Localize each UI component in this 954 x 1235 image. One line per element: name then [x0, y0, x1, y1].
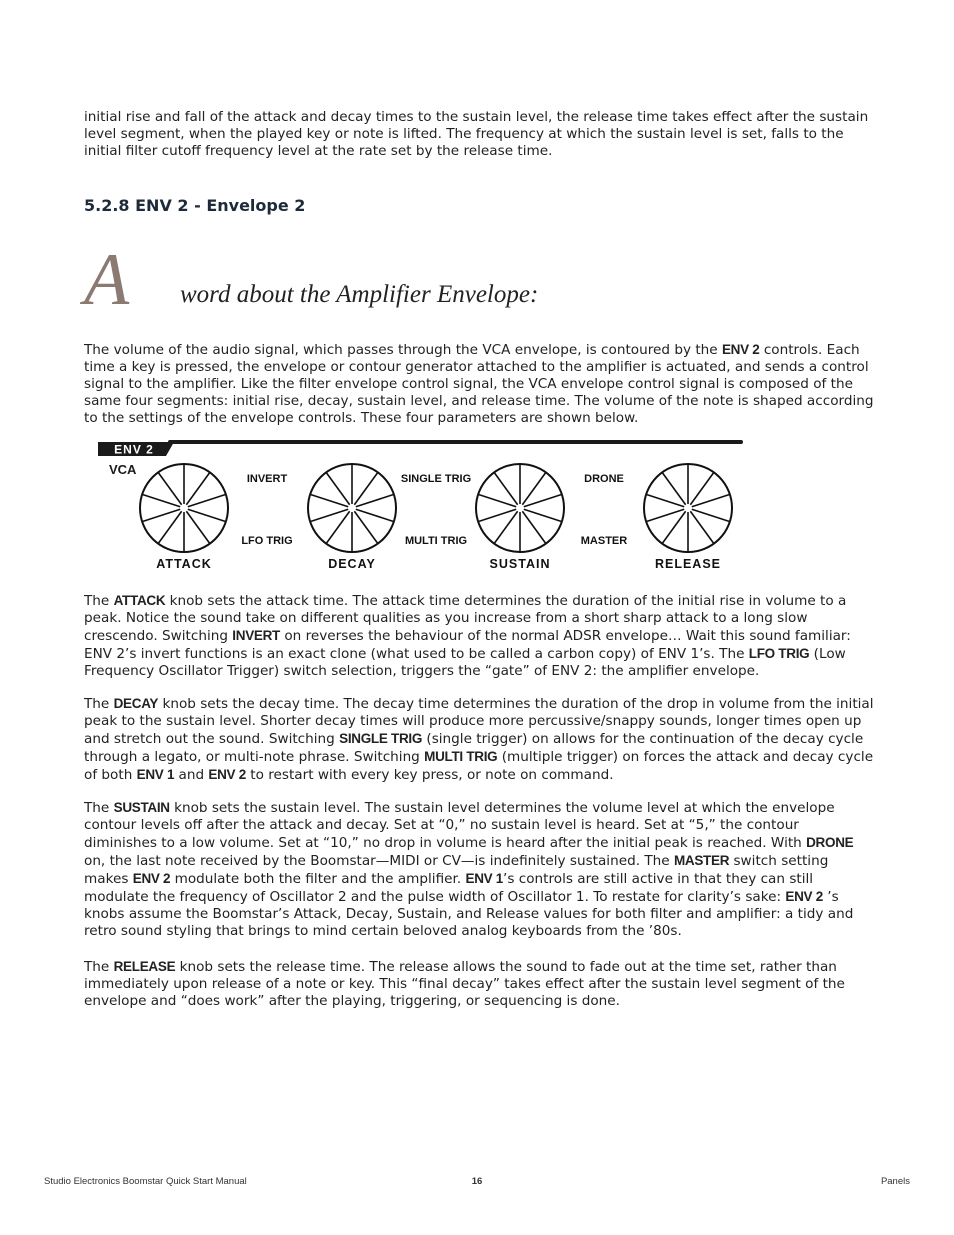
text: to restart with every key press, or note on command.	[245, 767, 614, 783]
knob-label: SUSTAIN	[489, 557, 551, 571]
knob-label: RELEASE	[654, 557, 722, 571]
bold-term: RELEASE	[113, 959, 176, 974]
bold-term: ENV 2	[132, 871, 171, 886]
text: knob sets the decay time. The decay time determines the duration of the drop in volume from the initial peak to the sustain level. Shorter decay times will produce more percussive/snappy sounds, longer times open up and stretch out the sound. Switching	[84, 696, 874, 747]
text: (Low Frequency Oscillator Trigger) switch selection, triggers the “gate” of ENV 2: the amplifier envelope.	[84, 646, 846, 679]
switch-label-invert: INVERT	[246, 473, 288, 485]
bold-term: ENV 2	[721, 342, 760, 357]
switch-group	[241, 473, 627, 547]
vca-paragraph	[84, 341, 874, 427]
text: (multiple trigger) on forces the attack and decay cycle of both	[84, 749, 874, 783]
bold-term: ENV 2	[208, 767, 246, 782]
page-number: 16	[471, 1176, 483, 1187]
bold-term: MULTI TRIG	[424, 749, 498, 764]
script-heading-initial: A	[84, 239, 130, 321]
text: knob sets the sustain level. The sustain level determines the volume level at which the envelope contour levels off after the attack and decay. Set at “0,” no sustain level is heard. Set at “5,” the contour diminishes to a low volume. Set at “10,” no drop in volume is heard after the initial peak is reached. With	[84, 800, 835, 851]
decay-paragraph	[84, 695, 874, 784]
bold-term: SINGLE TRIG	[339, 731, 423, 746]
bold-term: SUSTAIN	[113, 800, 170, 815]
knob-release	[644, 464, 732, 571]
text: The	[84, 696, 114, 712]
text: ’s controls are still active in that they can still modulate the frequency of Oscillator 2 and the pulse width of Oscillator 1. To restate for clarity’s sake:	[84, 871, 814, 905]
env2-badge-text: ENV 2	[114, 442, 154, 457]
knob-attack	[140, 464, 228, 571]
attack-paragraph	[84, 592, 874, 680]
env2-panel-illustration	[96, 436, 746, 576]
bold-term: MASTER	[673, 853, 730, 868]
text: on, the last note received by the Boomstar—MIDI or CV—is indefinitely sustained. The	[84, 853, 674, 869]
text: modulate both the filter and the amplifier.	[170, 871, 466, 887]
script-heading	[84, 240, 784, 320]
text: knob sets the release time. The release allows the sound to fade out at the time set, rather than immediately upon release of a note or key. This “final decay” takes effect after the sustain level segment of the envelope and “does work” after the playing, triggering, or sequencing is done.	[84, 959, 845, 1009]
bold-term: DECAY	[113, 696, 159, 711]
switch-label-multi-trig: MULTI TRIG	[404, 535, 468, 547]
text: switch setting makes	[84, 853, 829, 887]
knob-label: ATTACK	[156, 557, 212, 571]
switch-label-drone: DRONE	[584, 473, 624, 485]
text: The	[84, 593, 114, 609]
knob-decay	[308, 464, 396, 571]
release-paragraph	[84, 958, 874, 1010]
bold-term: ATTACK	[113, 593, 166, 608]
text: knob sets the attack time. The attack time determines the duration of the initial rise in volume to a peak. Notice the sound take on different qualities as you increase from a short sharp attack to a long slow crescendo. Switching	[84, 593, 847, 644]
bold-term: ENV 1	[465, 871, 504, 886]
bold-term: INVERT	[232, 628, 281, 643]
knob-sustain	[476, 464, 564, 571]
bold-term: LFO TRIG	[748, 646, 810, 661]
text: on reverses the behaviour of the normal ADSR envelope… Wait this sound familiar: ENV 2’s invert functions is an exact clone (what used to be called a carbon copy) of ENV 1’s. The	[84, 628, 851, 662]
footer-left: Studio Electronics Boomstar Quick Start Manual	[44, 1176, 247, 1187]
footer-right: Panels	[880, 1176, 910, 1187]
text: The	[84, 800, 114, 816]
bold-term: DRONE	[806, 835, 854, 850]
text: controls. Each time a key is pressed, the envelope or contour generator attached to the amplifier is actuated, and sends a control signal to the amplifier. Like the filter envelope control signal, the VCA envelope control signal is composed of the same four segments: initial rise, decay, sustain level, and release time. The volume of the note is shaped according to the settings of the envelope controls. These four parameters are shown below.	[84, 342, 874, 426]
text: ’s knobs assume the Boomstar’s Attack, Decay, Sustain, and Release values for both filter and amplifier: a tidy and retro sound styling that brings to mind certain beloved analog keyboards from the ’80s.	[84, 889, 854, 939]
text: The volume of the audio signal, which passes through the VCA envelope, is contoured by the	[84, 342, 722, 358]
text: and	[174, 767, 209, 783]
intro-paragraph: initial rise and fall of the attack and decay times to the sustain level, the release time takes effect after the sustain level segment, when the played key or note is lifted. The frequency at which the sustain level is set, falls to the initial filter cutoff frequency level at the rate set by the release time.	[84, 109, 869, 159]
bold-term: ENV 1	[136, 767, 175, 782]
env2-panel-svg	[96, 436, 746, 576]
switch-label-single-trig: SINGLE TRIG	[400, 473, 472, 485]
text: The	[84, 959, 114, 975]
vca-label: VCA	[109, 462, 137, 477]
knob-label: DECAY	[328, 557, 376, 571]
section-heading: 5.2.8 ENV 2 - Envelope 2	[84, 196, 306, 215]
text: (single trigger) on allows for the continuation of the decay cycle through a legato, or multi-note phrase. Switching	[84, 731, 864, 765]
switch-label-lfo-trig: LFO TRIG	[241, 535, 293, 547]
script-heading-text: word about the Amplifier Envelope:	[180, 281, 539, 308]
bold-term: ENV 2	[785, 889, 823, 904]
switch-label-master: MASTER	[580, 535, 628, 547]
sustain-paragraph	[84, 799, 874, 940]
